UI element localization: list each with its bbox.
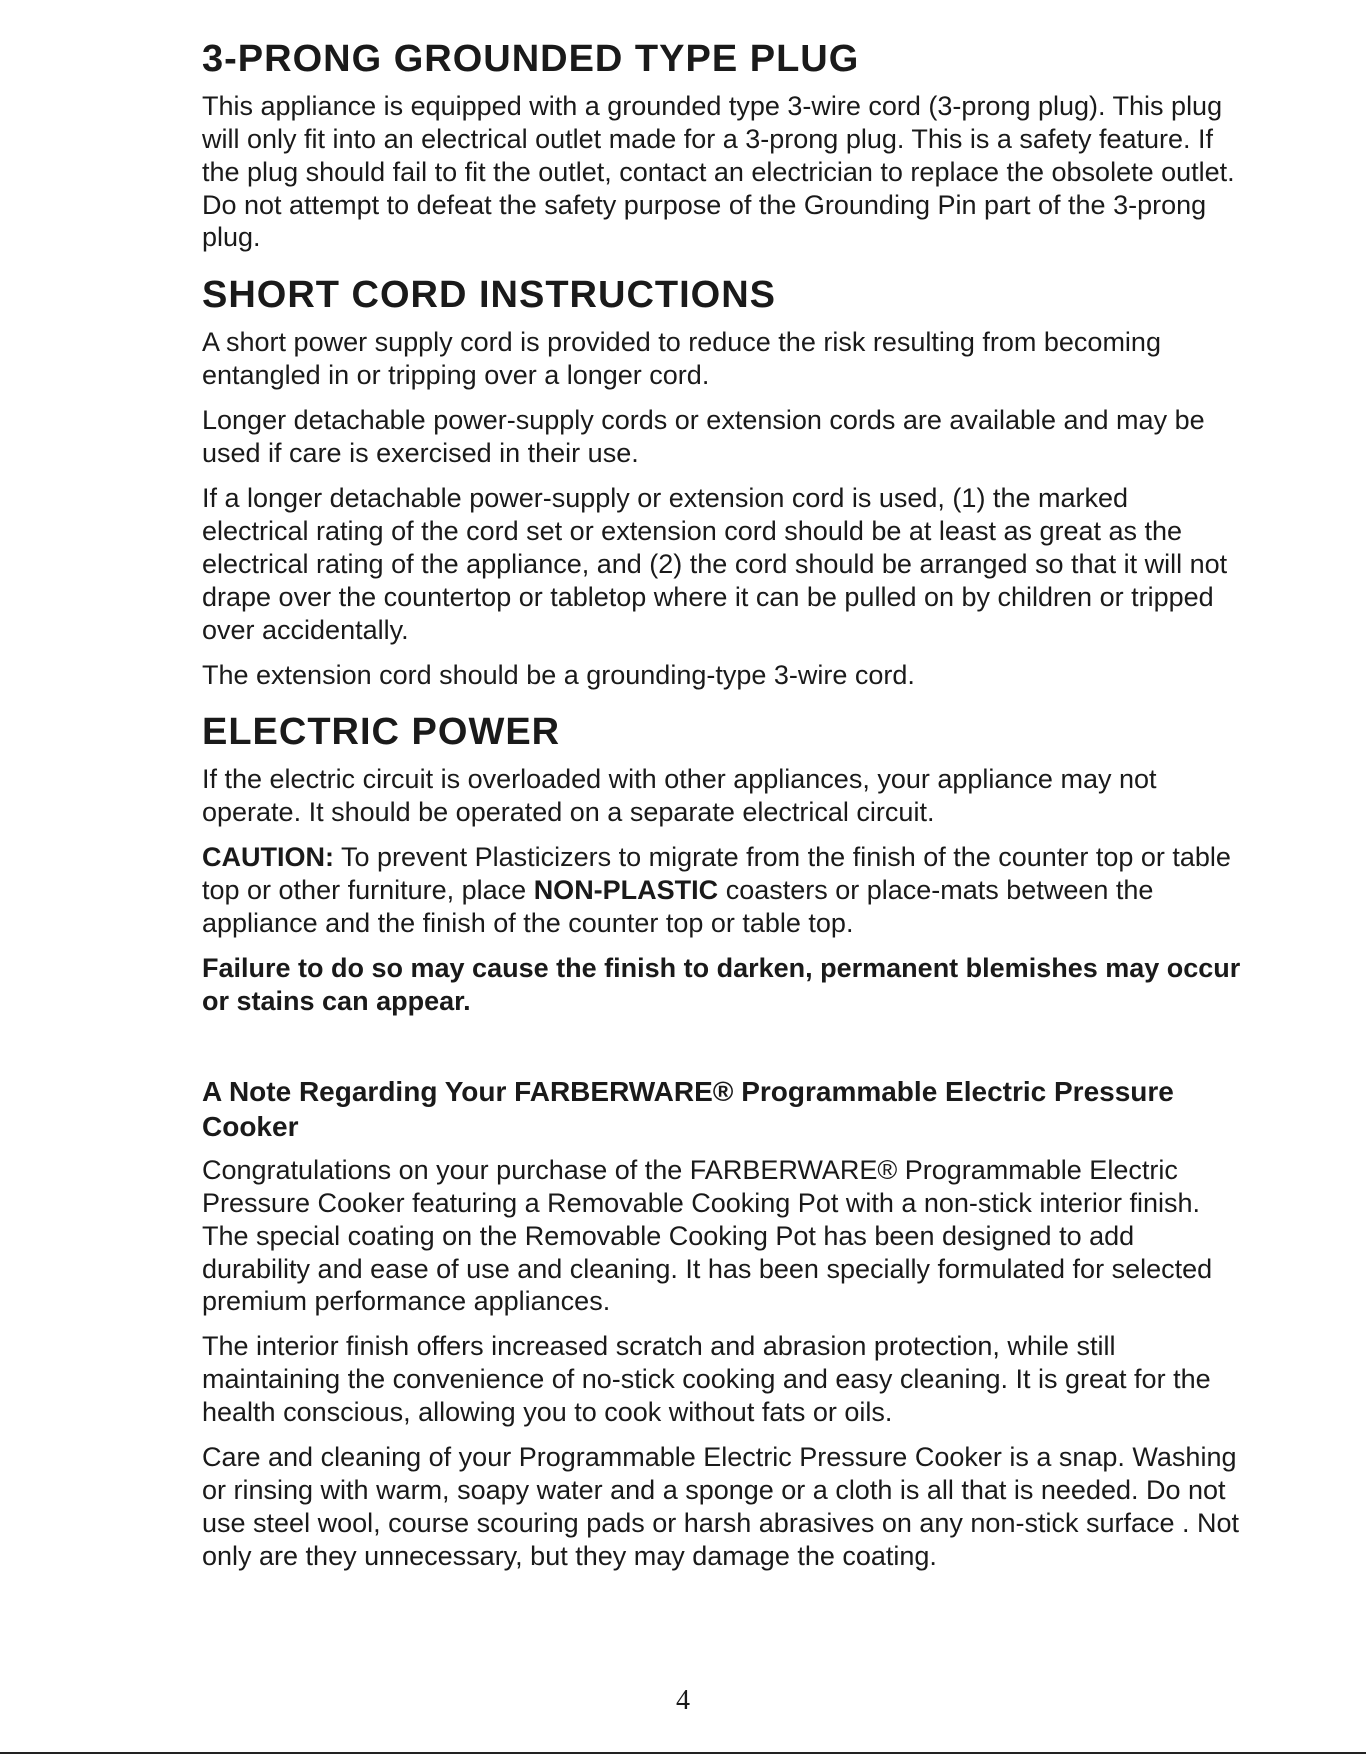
paragraph: Congratulations on your purchase of the FARBERWARE® Programmable Electric Pressure Cooker featuring a Removable Cooking Pot with a non-stick interior finish. The special coating on the Removable Cooking Pot has been designed to add durability and ease of use and cleaning. It has been specially formulated for selected premium performance appliances. [202, 1154, 1213, 1317]
heading-short-cord: SHORT CORD INSTRUCTIONS [202, 274, 776, 317]
warning-paragraph: Failure to do so may cause the finish to darken, permanent blemishes may occur or stains can appear. [202, 952, 1241, 1016]
heading-farberware-note: A Note Regarding Your FARBERWARE® Programmable Electric Pressure Cooker [202, 1075, 1174, 1142]
paragraph: The interior finish offers increased scratch and abrasion protection, while still maintaining the convenience of no-stick cooking and easy cleaning. It is great for the health conscious, allowing you to cook without fats or oils. [202, 1331, 1211, 1428]
paragraph: This appliance is equipped with a grounded type 3-wire cord (3-prong plug). This plug will only fit into an electrical outlet made for a 3-prong plug. This is a safety feature. If the plug should fail to fit the outlet, contact an electrician to replace the obsolete outlet. Do not attempt to defeat the safety purpose of the Grounding Pin part of the 3-prong plug. [202, 90, 1235, 253]
paragraph: If a longer detachable power-supply or extension cord is used, (1) the marked electrical rating of the cord set or extension cord should be at least as great as the electrical rating of the appliance, and (2) the cord should be arranged so that it will not drape over the countertop or tabletop where it can be pulled on by children or tripped over accidentally. [202, 482, 1228, 645]
heading-grounded-plug: 3-PRONG GROUNDED TYPE PLUG [202, 38, 860, 80]
heading-electric-power: ELECTRIC POWER [202, 711, 561, 754]
paragraph: A short power supply cord is provided to reduce the risk resulting from becoming entangled in or tripping over a longer cord. [202, 327, 1161, 390]
section-electric-power [202, 711, 1242, 1017]
caution-emphasis: NON-PLASTIC [533, 874, 719, 905]
paragraph: If the electric circuit is overloaded with other appliances, your appliance may not operate. It should be operated on a separate electrical circuit. [202, 764, 1157, 828]
paragraph: The extension cord should be a grounding-type 3-wire cord. [202, 659, 915, 690]
caution-label: CAUTION: [202, 842, 334, 872]
section-farberware-note [202, 1074, 1242, 1573]
paragraph: Longer detachable power-supply cords or extension cords are available and may be used if care is exercised in their use. [202, 404, 1205, 468]
bottom-rule [0, 1752, 1366, 1754]
document-page [202, 38, 1242, 1593]
section-short-cord [202, 274, 1242, 691]
section-spacer [202, 1038, 1242, 1074]
caution-text-after: coasters or place-mats between the appliance and the finish of the counter top or table top. [202, 874, 1154, 938]
section-grounded-plug [202, 38, 1242, 254]
page-number: 4 [676, 1685, 690, 1716]
caution-text-before: To prevent Plasticizers to migrate from the finish of the counter top or table top or other furniture, place [202, 842, 1231, 905]
caution-paragraph [202, 841, 1242, 940]
paragraph: Care and cleaning of your Programmable Electric Pressure Cooker is a snap. Washing or rinsing with warm, soapy water and a sponge or a cloth is all that is needed. Do not use steel wool, course scouring pads or harsh abrasives on any non-stick surface . Not only are they unnecessary, but they may damage the coating. [202, 1442, 1240, 1571]
